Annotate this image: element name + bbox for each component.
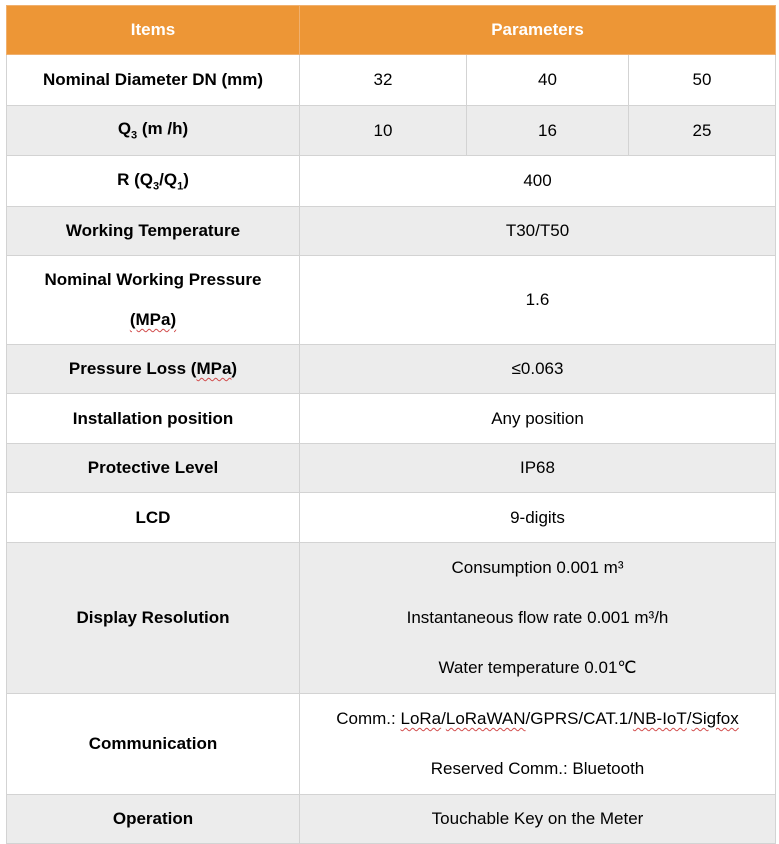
cell-value: 16 xyxy=(467,106,629,156)
cell-value: Touchable Key on the Meter xyxy=(300,795,776,844)
table-row xyxy=(7,55,776,106)
cell-value: 400 xyxy=(300,156,776,207)
row-label-operation: Operation xyxy=(7,795,300,844)
cell-value: 10 xyxy=(300,106,467,156)
table-row xyxy=(7,394,776,444)
row-label-protect: Protective Level xyxy=(7,444,300,493)
cell-value: 40 xyxy=(467,55,629,106)
cell-value-multiline xyxy=(300,543,776,694)
table-row xyxy=(7,106,776,156)
row-label-lcd: LCD xyxy=(7,493,300,543)
table-row xyxy=(7,345,776,394)
table-row xyxy=(7,543,776,694)
display-line: Instantaneous flow rate 0.001 m³/h xyxy=(406,608,669,627)
row-label-dn: Nominal Diameter DN (mm) xyxy=(7,55,300,106)
cell-value: T30/T50 xyxy=(300,207,776,256)
display-line: Consumption 0.001 m³ xyxy=(451,558,624,577)
row-label-q3: $Q_3$ (m /h) xyxy=(7,106,300,156)
spec-table xyxy=(6,5,776,844)
cell-value: ≤0.063 xyxy=(300,345,776,394)
cell-value: 9-digits xyxy=(300,493,776,543)
row-label-display: Display Resolution xyxy=(7,543,300,694)
table-row xyxy=(7,156,776,207)
row-label-r: R $(Q_3/Q_1)$ xyxy=(7,156,300,207)
table-row xyxy=(7,694,776,795)
cell-value: 1.6 xyxy=(300,256,776,345)
header-items: Items xyxy=(7,6,300,55)
row-label-comm: Communication xyxy=(7,694,300,795)
display-line: Water temperature 0.01℃ xyxy=(438,658,637,677)
cell-value: 25 xyxy=(629,106,776,156)
cell-value: 32 xyxy=(300,55,467,106)
cell-value-multiline xyxy=(300,694,776,795)
table-row xyxy=(7,256,776,345)
row-label-install: Installation position xyxy=(7,394,300,444)
table-row xyxy=(7,493,776,543)
table-row xyxy=(7,795,776,844)
header-parameters: Parameters xyxy=(300,6,776,55)
row-label-pressure: Nominal Working Pressure (MPa) xyxy=(7,256,300,345)
comm-line: Comm.: LoRa/LoRaWAN/GPRS/CAT.1/NB-IoT/Sigfox xyxy=(336,709,739,728)
row-label-temp: Working Temperature xyxy=(7,207,300,256)
table-row xyxy=(7,207,776,256)
table-row xyxy=(7,444,776,493)
row-label-loss: Pressure Loss (MPa) xyxy=(7,345,300,394)
header-row xyxy=(7,6,776,55)
comm-line: Reserved Comm.: Bluetooth xyxy=(430,759,645,778)
cell-value: Any position xyxy=(300,394,776,444)
cell-value: 50 xyxy=(629,55,776,106)
cell-value: IP68 xyxy=(300,444,776,493)
